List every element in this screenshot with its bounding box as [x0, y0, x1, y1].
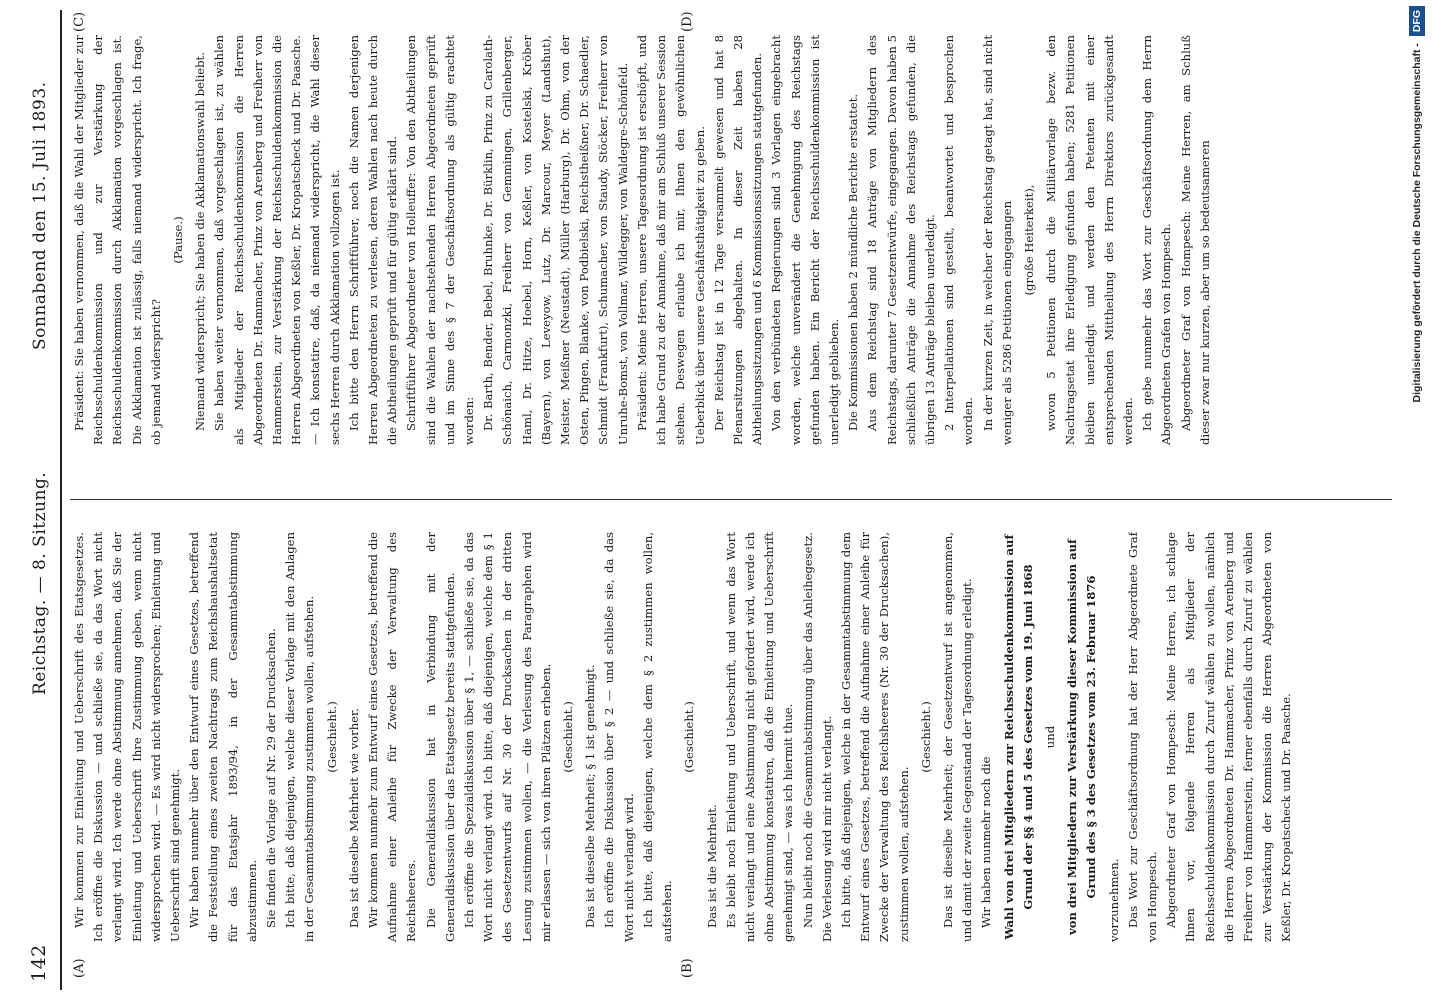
stage-note: (Geschieht.) [324, 701, 339, 773]
paragraph: Der Reichstag ist in 12 Tage versammelt gewesen und hat 8 Plenarsitzungen abgehalten. In dieser Zeit haben 28 Abtheilungssitzungen und 6 Kommissionssitzungen stattgefunden. [711, 35, 765, 445]
dfg-watermark [1406, 6, 1428, 986]
paragraph: Das Wort zur Geschäftsordnung hat der Herr Abgeordnete Graf von Hompesch. [1125, 532, 1159, 942]
paragraph: Schriftführer Abgeordneter von Holleuffer: Von den Abtheilungen sind die Wahlen der nachstehenden Herren Abgeordneten geprüft und im Sinne des § 7 der Geschäftsordnung als gültig erachtet worden: [404, 35, 477, 445]
paragraph: vorzunehmen. [1106, 858, 1121, 942]
paragraph: In der kurzen Zeit, in welcher der Reichstag getagt hat, sind nicht weniger als 5286 Petitionen eingegangen [980, 35, 1014, 445]
paragraph: Das ist dieselbe Mehrheit wie vorher. [346, 708, 361, 928]
paragraph: Sie haben weiter vernommen, daß vorgeschlagen ist, zu wählen als Mitglieder der Reichsschuldenkommission die Herren Abgeordneten Dr. Hammacher, Prinz von Arenberg und Freiherr von Hammerstein, zur Verstärkung der Reichsschuldenkommission die Herren Abgeordneten von Keßler, Dr. Kropatscheck und Dr. Paasche. — Ich konstatire, daß, da niemand widerspricht, die Wahl dieser sechs Herren durch Akklamation vollzogen ist. [212, 35, 342, 445]
margin-marker-d: (D) [680, 11, 695, 32]
header-rule [60, 10, 62, 990]
paragraph: Wir haben nunmehr noch die [979, 756, 994, 928]
agenda-item: von drei Mitgliedern zur Verstärkung dieser Kommission auf Grund des § 3 des Gesetzes vom 23. Februar 1876 [1065, 538, 1099, 936]
paragraph: Abgeordneter Graf von Hompesch: Meine Herren, ich schlage Ihnen vor, folgende Herren als Mitglieder der Reichsschuldenkommission durch Zuruf wählen zu wollen, nämlich die Herren Abgeordneten Dr. Hammacher, Prinz von Arenberg und Freiherr von Hammerstein, ferner ebenfalls durch Zuruf zu wählen zur Verstärkung der Kommission die Herren Abgeordneten von Keßler, Dr. Kropatscheck und Dr. Paasche. [1164, 532, 1294, 942]
paragraph: Ich gebe nunmehr das Wort zur Geschäftsordnung dem Herrn Abgeordneten Grafen von Hompesch. [1140, 35, 1174, 445]
paragraph: Präsident: Sie haben vernommen, daß die Wahl der Mitglieder zur Reichsschuldenkommission und zur Verstärkung der Reichsschuldenkommission durch Akklamation vorgeschlagen ist. Die Akklamation ist zulässig, falls niemand widerspricht. Ich frage, ob jemand widerspricht? [72, 35, 163, 445]
paragraph: Die Kommissionen haben 2 mündliche Berichte erstattet. [846, 93, 861, 431]
running-head [24, 0, 64, 1000]
stage-note: (große Heiterkeit), [1021, 184, 1036, 296]
margin-marker-a: (A) [72, 958, 87, 978]
paragraph: Das ist dieselbe Mehrheit; der Gesetzentwurf ist angenommen, und damit der zweite Gegenstand der Tagesordnung erledigt. [940, 532, 975, 942]
left-column [70, 532, 1392, 942]
paragraph: Dr. Barth, Bender, Bebel, Bruhnke, Dr. Bürklin, Prinz zu Carolath-Schönaich, Carmonzki, Freiherr von Gemmingen, Grillenberger, Haml, Dr. Hitze, Hoebel, Horn, Keßler, von Kostelski, Kröber (Bayern), von Leveyow, Lutz, Dr. Marcour, Meyer (Landshut), Meister, Meißner (Neustadt), Müller (Harburg), Dr. Ohm, von der Osten, Pingen, Blanke, von Podbielski, Reichstheißner, Dr. Schaedler, Schmidt (Frankfurt), Schumacher, von Staudy, Stöcker, Freiherr von Unruhe-Bomst, von Vollmar, Wildegger, von Waldegre-Schönfeld. [481, 35, 630, 445]
paragraph: Sie finden die Vorlage auf Nr. 29 der Drucksachen. [264, 628, 279, 928]
stage-note: (Geschieht.) [682, 701, 697, 773]
paragraph: Das ist die Mehrheit. [704, 804, 719, 928]
paragraph: Es bleibt noch Einleitung und Ueberschrift, und wenn das Wort nicht verlangt und eine Abstimmung nicht gefordert wird, werde ich ohne Abstimmung konstatiren, daß die Einleitung und Ueberschrift genehmigt sind, — was ich hiermit thue. [723, 532, 796, 942]
paragraph: Ich bitte, daß diejenigen, welche dieser Vorlage mit den Anlagen in der Gesammtabstimmung zustimmen wollen, aufstehen. [283, 532, 317, 942]
paragraph: Wir kommen nunmehr zum Entwurf eines Gesetzes, betreffend die Aufnahme einer Anleihe für Zwecke der Verwaltung des Reichsheeres. [366, 532, 419, 942]
column-divider [70, 499, 1392, 500]
paragraph: Das ist dieselbe Mehrheit; § 1 ist genehmigt. [583, 664, 598, 928]
dfg-logo: DFG [1409, 6, 1425, 36]
connector: und [1042, 725, 1057, 749]
paragraph: wovon 5 Petitionen durch die Militärvorlage bezw. den Nachtragsetat ihre Erledigung gefunden haben; 5281 Petitionen bleiben unerledigt und werden den Petenten mit einer entsprechenden Mittheilung des Herrn Direktors zurückgesandt werden. [1044, 35, 1135, 445]
paragraph: Aus dem Reichstag sind 18 Anträge von Mitgliedern des Reichstags, darunter 7 Gesetzentwürfe, eingegangen. Davon haben 5 schließlich Anträge die Annahme des Reichstags gefunden, die übrigen 13 Anträge bleiben unerledigt. [865, 35, 937, 445]
paragraph: Ich eröffne die Diskussion über § 2 — und schließe sie, da das Wort nicht verlangt wird. [602, 532, 636, 942]
page-number: 142 [28, 944, 50, 982]
right-column [70, 35, 1392, 445]
session-title: Reichstag. — 8. Sitzung. [30, 471, 50, 695]
paragraph: Niemand widerspricht; Sie haben die Akklamationswahl beliebt. [193, 52, 208, 431]
watermark-text: Digitalisierung gefördert durch die Deutsche Forschungsgemeinschaft - [1411, 43, 1423, 403]
paragraph: 2 Interpellationen sind gestellt, beantwortet und besprochen worden. [942, 35, 976, 445]
paragraph: Ich eröffne die Spezialdiskussion über § 1, — schließe sie, da das Wort nicht verlangt wird. Ich bitte, daß diejenigen, welche dem § 1 des Gesetzentwurfs auf Nr. 30 der Drucksachen in der dritten Lesung zustimmen wollen, — die Verlesung des Paragraphen wird mir erlassen — sich von ihren Plätzen erheben. [462, 532, 553, 942]
paragraph: Die Generaldiskussion hat in Verbindung mit der Generaldiskussion über das Etatsgesetz bereits stattgefunden. [423, 532, 457, 942]
paragraph: Ich bitte, daß diejenigen, welche dem § 2 zustimmen wollen, aufstehen. [640, 532, 675, 942]
paragraph: Abgeordneter Graf von Hompesch: Meine Herren, am Schluß dieser zwar nur kurzen, aber um so bedeutsameren [1178, 35, 1212, 445]
paragraph: Wir kommen zur Einleitung und Ueberschrift des Etatsgesetzes. Ich eröffne die Diskussion — und schließe sie, da das Wort nicht verlangt wird. Ich werde ohne Abstimmung annehmen, daß Sie der Einleitung und Ueberschrift Ihre Zustimmung geben, wenn nicht widersprochen wird. — Es wird nicht widersprochen; Einleitung und Ueberschrift sind genehmigt. [72, 532, 183, 942]
agenda-item: Wahl von drei Mitgliedern zur Reichsschuldenkommission auf Grund der §§ 4 und 5 des Gesetzes vom 19. Juni 1868 [1001, 534, 1035, 940]
stage-note: (Geschieht.) [918, 701, 933, 773]
paragraph: Ich bitte den Herrn Schriftführer, noch die Namen derjenigen Herren Abgeordneten zu verlesen, deren Wahlen nach heute durch die Abtheilungen geprüft und für gültig erklärt sind. [346, 35, 400, 445]
paragraph: Präsident: Meine Herren, unsere Tagesordnung ist erschöpft, und ich habe Grund zu der Annahme, daß mir am Schluß unserer Session stehen. Deswegen erlaube ich mir, Ihnen den gewöhnlichen Ueberblick über unsere Geschäftsthätigkeit zu geben. [634, 35, 707, 445]
paragraph: Ich bitte, daß diejenigen, welche in der Gesammtabstimmung dem Entwurf eines Gesetzes, betreffend die Aufnahme einer Anleihe für Zwecke der Verwaltung des Reichsheeres (Nr. 30 der Drucksachen), zustimmen wollen, aufstehen. [838, 532, 911, 942]
margin-marker-b: (B) [680, 958, 695, 978]
session-date: Sonnabend den 15. Juli 1893. [30, 81, 50, 350]
paragraph: Wir haben nunmehr über den Entwurf eines Gesetzes, betreffend die Feststellung eines zweiten Nachtrags zum Reichshaushaltsetat für das Etatsjahr 1893/94, in der Gesammtabstimmung abzustimmen. [187, 532, 259, 942]
stage-note: (Geschieht.) [561, 701, 576, 773]
paragraph: Nun bleibt noch die Gesammtabstimmung über das Anleihegesetz. Die Verlesung wird mir nicht verlangt. [800, 532, 834, 942]
stage-note: (Pause.) [171, 216, 186, 264]
paragraph: Von den verbündeten Regierungen sind 3 Vorlagen eingebracht worden, welche unverändert die Genehmigung des Reichstags gefunden haben. Ein Bericht der Reichsschuldenkommission ist unerledigt geblieben. [769, 35, 841, 445]
margin-marker-c: (C) [72, 11, 87, 32]
